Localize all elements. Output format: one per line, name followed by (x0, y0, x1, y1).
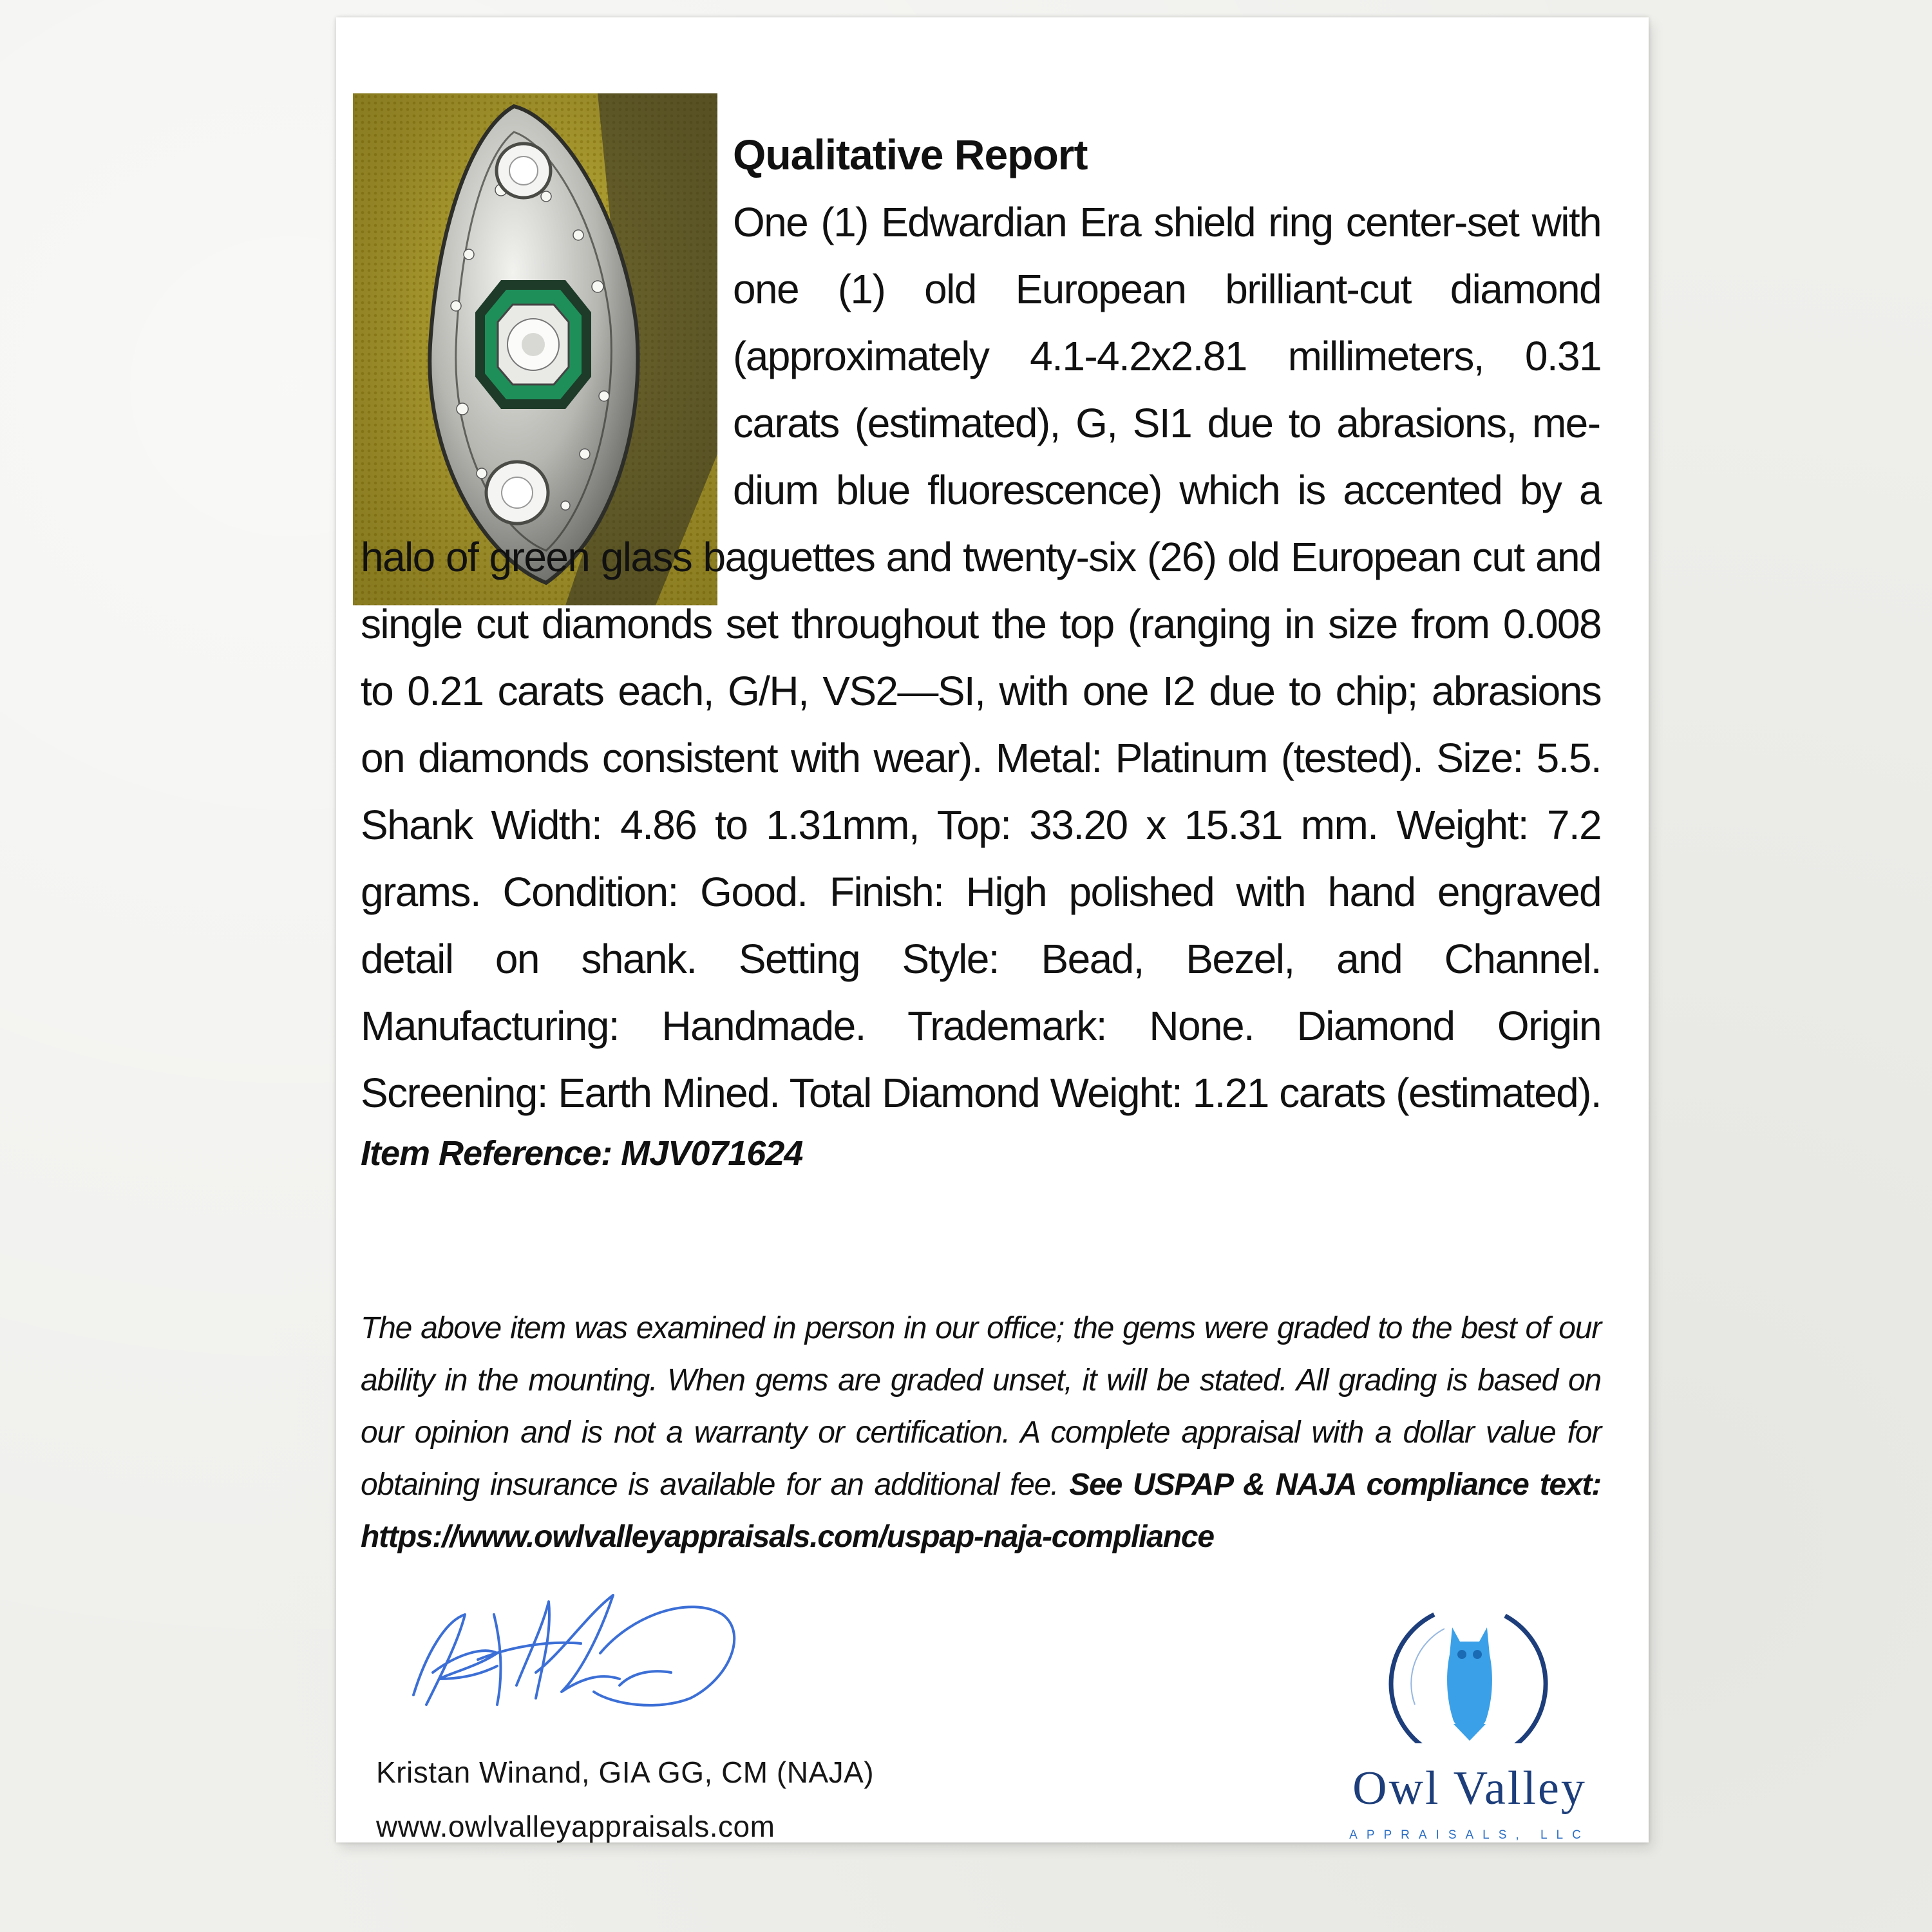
signature (388, 1576, 748, 1724)
appraiser-name: Kristan Winand, GIA GG, CM (NAJA) (376, 1756, 875, 1789)
qualitative-report (361, 131, 1601, 1184)
disclaimer (361, 1302, 1601, 1563)
report-body: One (1) Edwardian Era shield ring center-set with one (1) old European brilliant-cut diamond (approximately 4.1-4.2x2.81 millimeters, 0.31 carats (estimated), G, SI1 due to abrasions, medium blue fluorescence) which is accented by a halo of green glass baguettes and twenty-six (26) old European cut and single cut diamonds set throughout the top (ranging in size from 0.008 to 0.21 carats each, G/H, VS2—SI, with one I2 due to chip; abrasions on diamonds consistent with wear). Metal: Platinum (tested). Size: 5.5. Shank Width: 4.86 to 1.31mm, Top: 33.20 x 15.31 mm. Weight: 7.2 grams. Condition: Good. Finish: High polished with hand engraved detail on shank. Setting Style: Bead, Bezel, and Channel. Manufacturing: Handmade. Trademark: None. Diamond Origin Screening: Earth Mined. Total Diamond Weight: 1.21 carats (estimated). (361, 199, 1601, 1116)
report-title: Qualitative Report (733, 131, 1088, 178)
compliance-link[interactable]: See USPAP & NAJA compliance text: https://www.owlvalleyappraisals.com/uspap-naja-compliance (361, 1468, 1602, 1554)
logo-wordmark: Owl Valley (1352, 1762, 1587, 1815)
website-url[interactable]: www.owlvalleyappraisals.com (376, 1810, 775, 1843)
item-reference: Item Reference: MJV071624 (361, 1134, 803, 1173)
owl-valley-logo (1302, 1595, 1637, 1846)
photo-wrap-spacer (361, 17, 733, 496)
logo-subtitle: APPRAISALS, LLC (1349, 1828, 1590, 1842)
disclaimer-text: The above item was examined in person in our office; the gems were graded to the best of our ability in the mounting. When gems are graded unset, it will be stated. All grading is based on our opinion and is not a warranty or certification. A complete appraisal with a dollar value for obtaining insurance is available for an additional fee. (361, 1311, 1601, 1502)
owl-icon (1357, 1595, 1582, 1743)
report-card (336, 17, 1649, 1842)
